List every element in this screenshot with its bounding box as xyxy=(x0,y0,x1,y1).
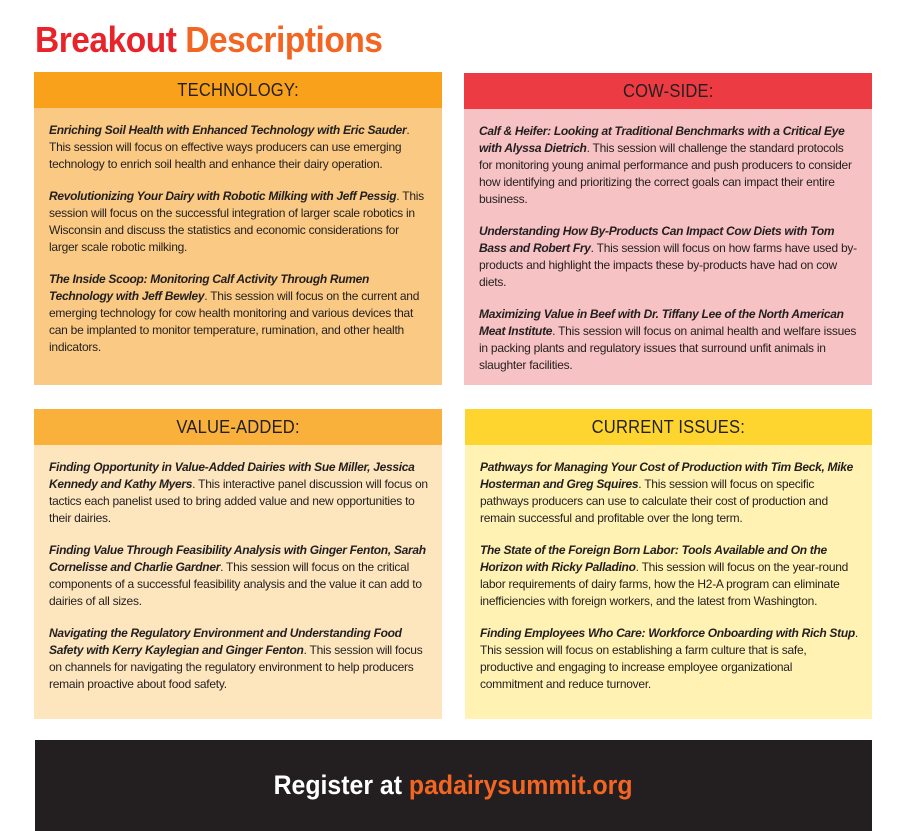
register-text xyxy=(274,770,633,801)
session-title: Maximizing Value in Beef with Dr. Tiffany Lee of the North American Meat Institute xyxy=(479,307,844,338)
page-title-part1: Breakout xyxy=(35,19,177,60)
session-item xyxy=(479,306,858,374)
session-title: The State of the Foreign Born Labor: Tools Available and On the Horizon with Ricky Palladino xyxy=(480,543,827,574)
page-title-part2: Descriptions xyxy=(185,19,383,60)
session-item xyxy=(480,542,858,610)
session-item xyxy=(480,625,858,693)
cowside-heading: COW-SIDE: xyxy=(622,80,714,101)
currentissues-heading: CURRENT ISSUES: xyxy=(591,416,746,437)
session-description: . This session will focus on animal health and welfare issues in packing plants and regulatory issues that surround unfit animals in slaughter facilities. xyxy=(479,324,857,372)
currentissues-panel xyxy=(465,409,872,719)
session-item xyxy=(49,459,428,527)
session-item xyxy=(49,542,428,610)
cowside-heading-bar xyxy=(464,73,872,109)
session-title: Enriching Soil Health with Enhanced Technology with Eric Sauder xyxy=(49,123,407,137)
cowside-sessions xyxy=(464,109,872,374)
session-description: . This session will focus on how farms have used by-products and highlight the impacts these by-products have had on cow diets. xyxy=(479,241,857,289)
session-title: The Inside Scoop: Monitoring Calf Activity Through Rumen Technology with Jeff Bewley xyxy=(49,272,370,303)
session-item xyxy=(479,123,858,208)
session-title: Revolutionizing Your Dairy with Robotic Milking with Jeff Pessig xyxy=(49,189,397,203)
session-item xyxy=(480,459,858,527)
session-description: . This session will focus on establishing a farm culture that is safe, productive and engaging to increase employee organizational commitment and reduce turnover. xyxy=(480,626,858,691)
session-title: Finding Opportunity in Value-Added Dairies with Sue Miller, Jessica Kennedy and Kathy Myers xyxy=(49,460,415,491)
session-description: . This session will focus on the year-round labor requirements of dairy farms, how the H2-A program can eliminate inefficiencies with foreign workers, and the latest from Washington. xyxy=(480,560,849,608)
session-item xyxy=(479,223,858,291)
session-description: . This session will focus on the critical components of a successful feasibility analysis and the value it can add to dairies of all sizes. xyxy=(49,560,422,608)
session-title: Navigating the Regulatory Environment and Understanding Food Safety with Kerry Kaylegian and Ginger Fenton xyxy=(49,626,402,657)
page-title xyxy=(35,18,382,62)
session-description: . This session will focus on specific pathways producers can use to calculate their cost of production and remain successful and profitable over the long term. xyxy=(480,477,828,525)
valueadded-heading-bar xyxy=(34,409,442,445)
session-description: . This session will focus on channels for navigating the regulatory environment to help producers remain proactive about food safety. xyxy=(49,643,423,691)
session-title: Finding Value Through Feasibility Analysis with Ginger Fenton, Sarah Cornelisse and Charlie Gardner xyxy=(49,543,426,574)
session-title: Understanding How By-Products Can Impact Cow Diets with Tom Bass and Robert Fry xyxy=(479,224,835,255)
register-banner xyxy=(35,740,872,831)
session-description: . This session will focus on effective ways producers can use emerging technology to enrich soil health and enhance their dairy operation. xyxy=(49,123,410,171)
currentissues-sessions xyxy=(465,445,872,693)
register-prefix: Register at xyxy=(274,770,410,800)
session-title: Finding Employees Who Care: Workforce Onboarding with Rich Stup xyxy=(480,626,855,640)
session-description: . This session will focus on the successful integration of larger scale robotics in Wisconsin and discuss the statistics and economic considerations for larger scale robotic milking. xyxy=(49,189,424,254)
technology-sessions xyxy=(34,108,442,356)
valueadded-heading: VALUE-ADDED: xyxy=(176,416,300,437)
session-description: . This interactive panel discussion will focus on tactics each panelist used to bring added value and new opportunities to their dairies. xyxy=(49,477,428,525)
session-description: . This session will focus on the current and emerging technology for cow health monitoring and various devices that can be implanted to monitor temperature, rumination, and other health indicators. xyxy=(49,289,420,354)
session-title: Pathways for Managing Your Cost of Production with Tim Beck, Mike Hosterman and Greg Squires xyxy=(480,460,853,491)
session-item xyxy=(49,122,428,173)
session-item xyxy=(49,625,428,693)
session-description: . This session will challenge the standard protocols for monitoring young animal performance and push producers to consider how identifying and prioritizing the correct goals can impact their entire business. xyxy=(479,141,852,206)
session-item xyxy=(49,188,428,256)
valueadded-panel xyxy=(34,409,442,719)
valueadded-sessions xyxy=(34,445,442,693)
session-title: Calf & Heifer: Looking at Traditional Benchmarks with a Critical Eye with Alyssa Dietrich xyxy=(479,124,845,155)
technology-heading-bar xyxy=(34,72,442,108)
currentissues-heading-bar xyxy=(465,409,872,445)
technology-panel xyxy=(34,72,442,385)
technology-heading: TECHNOLOGY: xyxy=(177,79,299,100)
session-item xyxy=(49,271,428,356)
cowside-panel xyxy=(464,73,872,385)
register-url-link[interactable]: padairysummit.org xyxy=(409,770,633,800)
